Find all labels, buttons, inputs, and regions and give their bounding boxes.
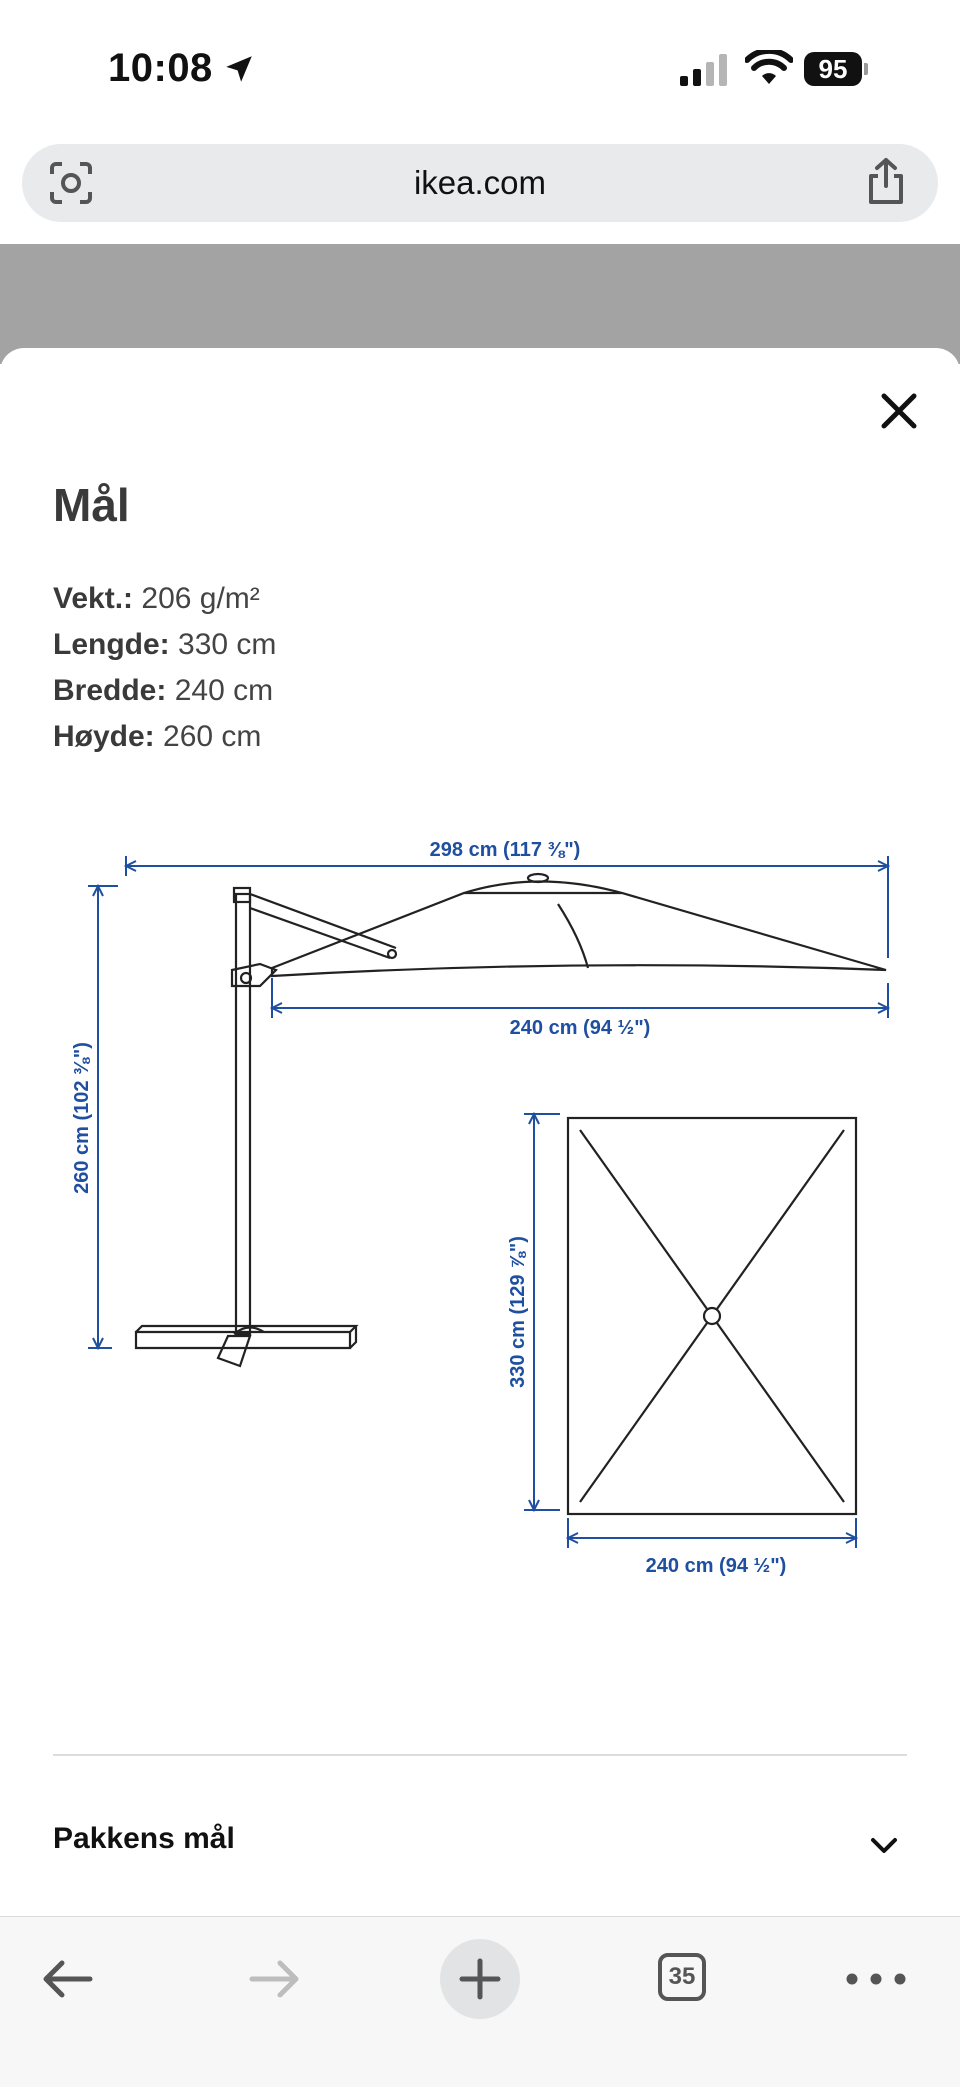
url-text[interactable]: ikea.com	[413, 164, 547, 201]
close-icon[interactable]	[876, 388, 922, 434]
more-dots-icon	[836, 1939, 916, 2019]
new-tab-button[interactable]	[440, 1939, 520, 2019]
share-icon[interactable]	[864, 156, 908, 206]
plus-icon	[440, 1939, 520, 2019]
label-overall-width: 298 cm (117 ⅜")	[429, 839, 581, 861]
status-time: 10:08	[108, 46, 213, 90]
spec-row-width	[53, 668, 276, 714]
dimension-lines	[88, 856, 888, 1548]
spec-row-length	[53, 622, 276, 668]
tabs-button[interactable]	[644, 1939, 724, 2019]
package-dimensions-toggle[interactable]	[53, 1808, 907, 1878]
spec-value: 240 cm	[174, 674, 274, 707]
spec-label: Bredde:	[53, 674, 167, 707]
label-canopy-width: 240 cm (94 ½")	[509, 1017, 651, 1039]
label-top-width: 240 cm (94 ½")	[645, 1555, 787, 1577]
address-bar[interactable]	[22, 144, 938, 222]
browser-toolbar	[0, 1916, 960, 2087]
back-button[interactable]	[28, 1939, 108, 2019]
tab-count: 35	[658, 1953, 706, 2001]
location-arrow-icon	[222, 52, 256, 86]
chevron-down-icon[interactable]	[867, 1828, 901, 1862]
dimension-diagram	[50, 818, 910, 1578]
spec-label: Lengde:	[53, 628, 170, 661]
spec-value: 330 cm	[178, 628, 277, 661]
spec-label: Høyde:	[53, 720, 155, 753]
battery-indicator	[804, 52, 868, 86]
dimensions-sheet	[0, 348, 960, 1916]
dimmed-background[interactable]	[0, 244, 960, 364]
dimension-labels	[71, 839, 786, 1577]
umbrella-drawing	[136, 874, 886, 1514]
arrow-left-icon	[28, 1939, 108, 2019]
arrow-right-icon	[234, 1939, 314, 2019]
status-bar	[0, 0, 960, 135]
spec-value: 260 cm	[163, 720, 262, 753]
forward-button[interactable]	[234, 1939, 314, 2019]
sheet-title: Mål	[53, 479, 130, 531]
wifi-icon	[745, 50, 793, 86]
spec-label: Vekt.:	[53, 582, 134, 615]
spec-row-weight	[53, 576, 276, 622]
battery-level: 95	[804, 52, 862, 86]
package-dimensions-label: Pakkens mål	[53, 1822, 235, 1855]
more-button[interactable]	[836, 1939, 916, 2019]
spec-row-height	[53, 714, 276, 760]
spec-value: 206 g/m²	[141, 582, 260, 615]
spec-list	[53, 576, 276, 760]
label-top-length: 330 cm (129 ⅞")	[507, 1236, 529, 1388]
cellular-signal-icon	[680, 54, 730, 86]
section-divider	[53, 1754, 907, 1756]
label-height: 260 cm (102 ⅜")	[71, 1042, 93, 1194]
